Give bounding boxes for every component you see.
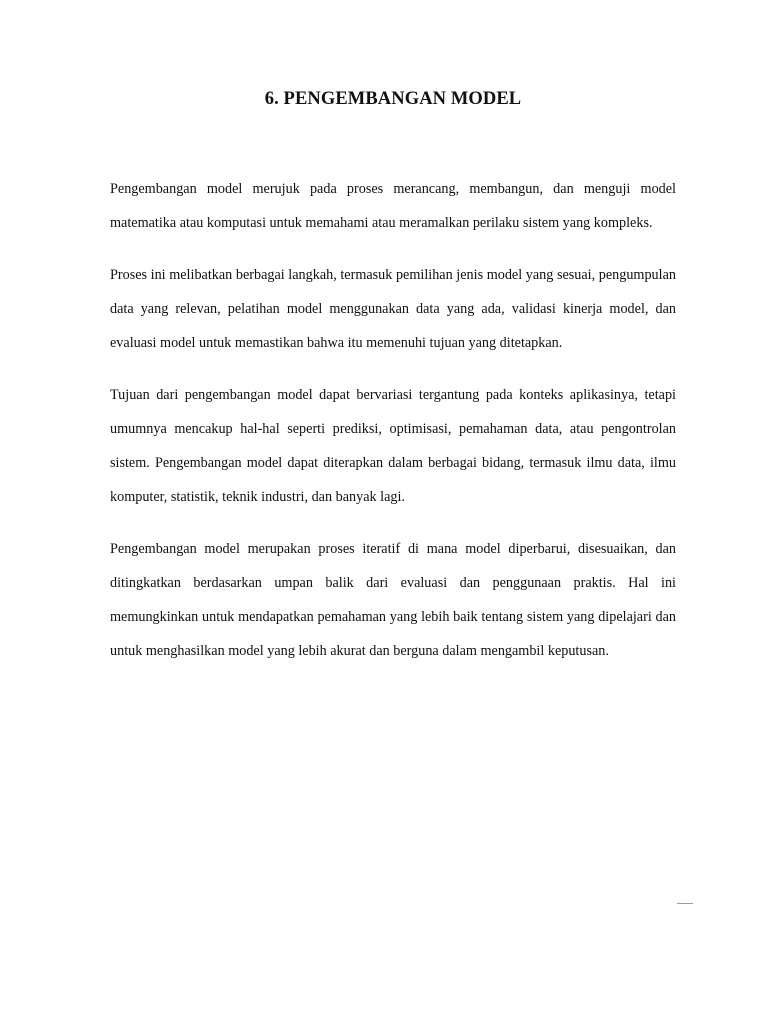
paragraph-2: Proses ini melibatkan berbagai langkah, termasuk pemilihan jenis model yang sesuai, pengumpulan data yang relevan, pelatihan model menggunakan data yang ada, validasi kinerja model, dan evaluasi model untuk memastikan bahwa itu memenuhi tujuan yang ditetapkan. (110, 267, 676, 351)
footer-divider (677, 903, 693, 904)
paragraph-3: Tujuan dari pengembangan model dapat bervariasi tergantung pada konteks aplikasinya, tetapi umumnya mencakup hal-hal seperti prediksi, optimisasi, pemahaman data, atau pengontrolan sistem. Pengembangan model dapat diterapkan dalam berbagai bidang, termasuk ilmu data, ilmu komputer, statistik, teknik industri, dan banyak lagi. (110, 387, 676, 505)
paragraph-4: Pengembangan model merupakan proses iteratif di mana model diperbarui, disesuaikan, dan ditingkatkan berdasarkan umpan balik dari evaluasi dan penggunaan praktis. Hal ini memungkinkan untuk mendapatkan pemahaman yang lebih baik tentang sistem yang dipelajari dan untuk menghasilkan model yang lebih akurat dan berguna dalam mengambil keputusan. (110, 541, 676, 659)
page-title: 6. PENGEMBANGAN MODEL (264, 89, 522, 109)
paragraph-1: Pengembangan model merujuk pada proses merancang, membangun, dan menguji model matematika atau komputasi untuk memahami atau meramalkan perilaku sistem yang kompleks. (110, 181, 676, 231)
document-body (110, 172, 676, 686)
